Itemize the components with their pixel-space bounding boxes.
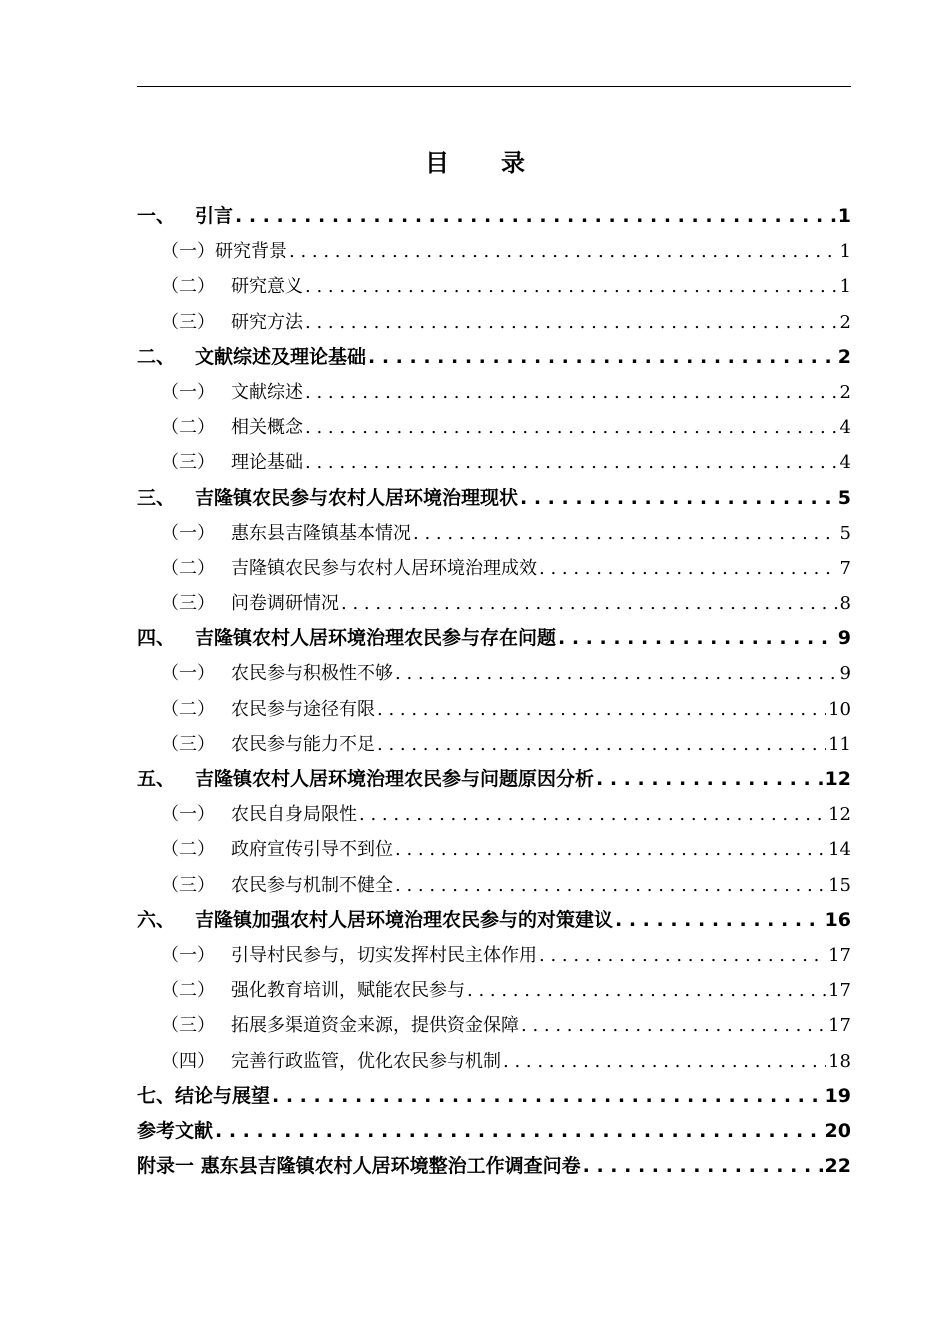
toc-entry-label: 农民参与积极性不够	[231, 663, 393, 685]
toc-entry-number: 三、	[137, 486, 176, 509]
toc-dot-leader	[395, 656, 838, 691]
toc-entry-label: 农民参与能力不足	[231, 733, 375, 755]
toc-entry-number: （三）	[161, 593, 215, 615]
toc-entry[interactable]	[137, 621, 851, 656]
toc-entry-page: 10	[828, 698, 851, 720]
toc-entry-page: 2	[837, 345, 851, 368]
toc-entry-label: 参考文献	[137, 1119, 214, 1142]
toc-entry-number: 一、	[137, 205, 176, 227]
toc-entry-number: （三）	[161, 1015, 215, 1037]
toc-dot-leader	[368, 340, 836, 375]
toc-entry-label: 研究背景	[215, 241, 287, 263]
toc-dot-leader	[413, 516, 838, 551]
toc-entry[interactable]	[137, 516, 851, 551]
toc-dot-leader	[467, 973, 826, 1008]
toc-dot-leader	[558, 621, 836, 656]
toc-entry-number: （二）	[161, 698, 215, 720]
toc-entry-page: 17	[828, 980, 851, 1002]
table-of-contents	[137, 199, 851, 1184]
toc-entry-number: （二）	[161, 417, 215, 439]
toc-entry-page: 22	[824, 1155, 851, 1178]
toc-entry[interactable]	[137, 868, 851, 903]
toc-entry[interactable]	[137, 199, 851, 234]
toc-entry-label: 文献综述	[231, 381, 303, 403]
toc-entry-label: 吉隆镇农村人居环境治理农民参与问题原因分析	[195, 768, 595, 790]
toc-entry-page: 15	[828, 874, 851, 896]
toc-entry-number: 五、	[137, 768, 176, 790]
title-char-2: 录	[501, 149, 525, 177]
toc-entry-page: 1	[839, 241, 851, 263]
toc-dot-leader	[520, 481, 836, 516]
toc-dot-leader	[305, 445, 838, 480]
toc-entry-number: （一）	[161, 381, 215, 403]
toc-entry-number: （三）	[161, 311, 215, 333]
toc-entry[interactable]	[137, 375, 851, 410]
toc-entry[interactable]	[137, 269, 851, 304]
toc-dot-leader	[235, 199, 836, 234]
toc-dot-leader	[377, 727, 826, 762]
toc-entry-label: 农民参与途径有限	[231, 698, 375, 720]
toc-entry[interactable]	[137, 1079, 851, 1114]
toc-entry[interactable]	[137, 938, 851, 973]
toc-dot-leader	[359, 797, 826, 832]
toc-entry-number: 六、	[137, 908, 176, 931]
toc-dot-leader	[305, 269, 838, 304]
toc-entry-page: 1	[839, 276, 851, 298]
toc-entry-label: 相关概念	[231, 417, 303, 439]
toc-dot-leader	[305, 375, 838, 410]
toc-entry-number: 四、	[137, 627, 176, 650]
toc-entry-page: 4	[839, 452, 851, 474]
toc-entry-number: （一）	[161, 522, 215, 544]
toc-dot-leader	[395, 868, 826, 903]
toc-dot-leader	[521, 1008, 826, 1043]
toc-dot-leader	[503, 1044, 826, 1079]
toc-entry-label: 吉隆镇农民参与农村人居环境治理成效	[231, 557, 537, 579]
toc-entry[interactable]	[137, 797, 851, 832]
toc-entry-page: 16	[824, 908, 851, 931]
toc-entry-number: （三）	[161, 733, 215, 755]
toc-entry-label: 强化教育培训，赋能农民参与	[231, 980, 465, 1002]
toc-entry-number: （二）	[161, 980, 215, 1002]
toc-entry[interactable]	[137, 973, 851, 1008]
toc-entry[interactable]	[137, 903, 851, 938]
toc-dot-leader	[305, 305, 838, 340]
toc-dot-leader	[341, 586, 838, 621]
toc-entry-page: 12	[828, 804, 851, 826]
toc-entry-label: 研究方法	[231, 311, 303, 333]
toc-entry-number: （二）	[161, 557, 215, 579]
toc-entry-page: 9	[839, 663, 851, 685]
toc-entry-number: （三）	[161, 874, 215, 896]
toc-dot-leader	[305, 410, 838, 445]
toc-entry[interactable]	[137, 410, 851, 445]
toc-dot-leader	[583, 1149, 823, 1184]
toc-entry-label: 政府宣传引导不到位	[231, 839, 393, 861]
toc-entry-label: 研究意义	[231, 276, 303, 298]
toc-entry-label: 引导村民参与，切实发挥村民主体作用	[231, 944, 537, 966]
toc-entry-number: （一）	[161, 804, 215, 826]
toc-entry-number: （一）	[161, 241, 215, 263]
toc-dot-leader	[377, 692, 826, 727]
toc-entry-page: 19	[824, 1084, 851, 1107]
toc-entry-number: 二、	[137, 345, 176, 368]
toc-entry-number: （二）	[161, 276, 215, 298]
toc-entry[interactable]	[137, 1114, 851, 1149]
toc-dot-leader	[539, 551, 838, 586]
toc-dot-leader	[272, 1079, 823, 1114]
toc-entry-label: 引言	[195, 205, 234, 227]
toc-entry-page: 4	[839, 417, 851, 439]
toc-entry-page: 18	[828, 1050, 851, 1072]
toc-entry[interactable]	[137, 340, 851, 375]
toc-entry-label: 理论基础	[231, 452, 303, 474]
toc-entry-label: 文献综述及理论基础	[195, 345, 367, 368]
toc-entry-page: 2	[839, 311, 851, 333]
toc-entry[interactable]	[137, 1008, 851, 1043]
toc-entry-page: 1	[837, 205, 851, 227]
toc-entry-page: 9	[837, 627, 851, 650]
toc-entry-label: 吉隆镇农村人居环境治理农民参与存在问题	[195, 627, 557, 650]
toc-dot-leader	[596, 762, 823, 797]
toc-dot-leader	[289, 234, 838, 269]
toc-entry-number: （二）	[161, 839, 215, 861]
toc-entry[interactable]	[137, 305, 851, 340]
toc-entry[interactable]	[137, 832, 851, 867]
toc-entry-page: 7	[839, 557, 851, 579]
title-char-1: 目	[425, 149, 449, 177]
toc-entry-number: （三）	[161, 452, 215, 474]
toc-entry-number: （一）	[161, 663, 215, 685]
toc-entry-page: 20	[824, 1119, 851, 1142]
toc-entry-page: 5	[839, 522, 851, 544]
toc-dot-leader	[615, 903, 823, 938]
header-rule	[137, 86, 851, 87]
toc-entry-label: 吉隆镇加强农村人居环境治理农民参与的对策建议	[195, 908, 614, 931]
toc-entry-number: （四）	[161, 1050, 215, 1072]
toc-entry[interactable]	[137, 727, 851, 762]
toc-entry-page: 5	[837, 486, 851, 509]
toc-entry-page: 17	[828, 944, 851, 966]
toc-entry[interactable]	[137, 586, 851, 621]
toc-entry[interactable]	[137, 445, 851, 480]
toc-entry-label: 拓展多渠道资金来源，提供资金保障	[231, 1015, 519, 1037]
toc-entry-page: 14	[828, 839, 851, 861]
toc-entry[interactable]	[137, 692, 851, 727]
toc-entry[interactable]	[137, 551, 851, 586]
toc-entry-page: 12	[824, 768, 851, 790]
toc-entry[interactable]	[137, 656, 851, 691]
toc-dot-leader	[215, 1114, 823, 1149]
toc-entry[interactable]	[137, 1149, 851, 1184]
toc-entry[interactable]	[137, 762, 851, 797]
toc-dot-leader	[395, 832, 826, 867]
page-title	[0, 143, 950, 178]
toc-entry-page: 2	[839, 381, 851, 403]
toc-entry-label: 吉隆镇农民参与农村人居环境治理现状	[195, 486, 519, 509]
toc-entry[interactable]	[137, 481, 851, 516]
toc-entry-page: 8	[839, 593, 851, 615]
toc-entry-label: 问卷调研情况	[231, 593, 339, 615]
toc-entry-label: 完善行政监管，优化农民参与机制	[231, 1050, 501, 1072]
toc-entry-label: 惠东县吉隆镇基本情况	[231, 522, 411, 544]
toc-dot-leader	[539, 938, 826, 973]
toc-entry[interactable]	[137, 234, 851, 269]
toc-entry-page: 17	[828, 1015, 851, 1037]
toc-entry-label: 附录一 惠东县吉隆镇农村人居环境整治工作调查问卷	[137, 1155, 581, 1178]
toc-entry-number: （一）	[161, 944, 215, 966]
toc-entry-label: 农民参与机制不健全	[231, 874, 393, 896]
toc-entry-page: 11	[828, 733, 851, 755]
toc-entry[interactable]	[137, 1044, 851, 1079]
toc-entry-label: 农民自身局限性	[231, 804, 357, 826]
toc-entry-label: 七、结论与展望	[137, 1084, 271, 1107]
